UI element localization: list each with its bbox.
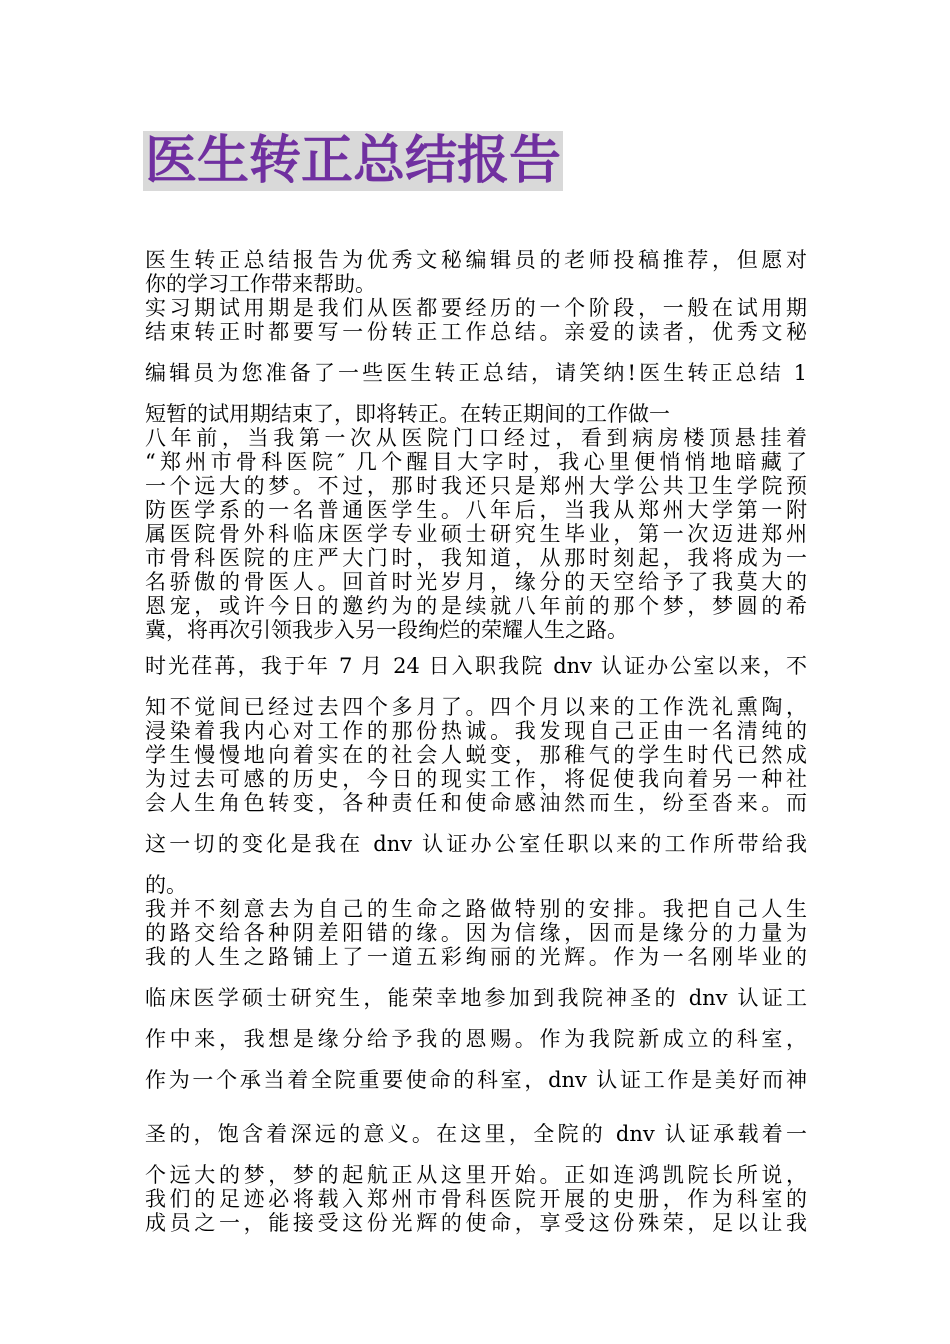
text-line: 时光荏苒，我于年 7 月 24 日入职我院 dnv 认证办公室以来，不 bbox=[145, 654, 807, 678]
text-line: 一个远大的梦。不过，那时我还只是郑州大学公共卫生学院预 bbox=[145, 474, 807, 498]
text-line: 我们的足迹必将载入郑州市骨科医院开展的史册，作为科室的 bbox=[145, 1187, 807, 1211]
text-line: 学生慢慢地向着实在的社会人蜕变，那稚气的学生时代已然成 bbox=[145, 743, 807, 767]
text-line: 临床医学硕士研究生，能荣幸地参加到我院神圣的 dnv 认证工 bbox=[145, 986, 807, 1010]
text-line: 我的人生之路铺上了一道五彩绚丽的光辉。作为一名刚毕业的 bbox=[145, 945, 807, 969]
text-line: 个远大的梦，梦的起航正从这里开始。正如连鸿凯院长所说， bbox=[145, 1163, 807, 1187]
text-line: 短暂的试用期结束了，即将转正。在转正期间的工作做一 bbox=[145, 402, 670, 426]
text-line: 防医学系的一名普通医学生。八年后，当我从郑州大学第一附 bbox=[145, 498, 807, 522]
text-line: 我并不刻意去为自己的生命之路做特别的安排。我把自己人生 bbox=[145, 897, 807, 921]
document-title: 医生转正总结报告 bbox=[145, 131, 562, 191]
text-line: 编辑员为您准备了一些医生转正总结，请笑纳!医生转正总结 1 bbox=[145, 361, 807, 385]
text-line: 八年前，当我第一次从医院门口经过，看到病房楼顶悬挂着 bbox=[145, 426, 807, 450]
text-line: 这一切的变化是我在 dnv 认证办公室任职以来的工作所带给我 bbox=[145, 832, 807, 856]
text-line: “郑州市骨科医院″ 几个醒目大字时，我心里便悄悄地暗藏了 bbox=[145, 450, 807, 474]
text-line: 成员之一，能接受这份光辉的使命，享受这份殊荣，足以让我 bbox=[145, 1211, 807, 1235]
text-line: 作为一个承当着全院重要使命的科室，dnv 认证工作是美好而神 bbox=[145, 1068, 807, 1092]
text-line: 的。 bbox=[145, 873, 187, 897]
text-line: 为过去可感的历史，今日的现实工作，将促使我向着另一种社 bbox=[145, 767, 807, 791]
text-line: 作中来，我想是缘分给予我的恩赐。作为我院新成立的科室， bbox=[145, 1027, 807, 1051]
title-highlight bbox=[143, 131, 563, 191]
text-line: 浸染着我内心对工作的那份热诚。我发现自己正由一名清纯的 bbox=[145, 719, 807, 743]
text-line: 名骄傲的骨医人。回首时光岁月，缘分的天空给予了我莫大的 bbox=[145, 570, 807, 594]
text-line: 市骨科医院的庄严大门时，我知道，从那时刻起，我将成为一 bbox=[145, 546, 807, 570]
text-line: 实习期试用期是我们从医都要经历的一个阶段，一般在试用期 bbox=[145, 296, 807, 320]
text-line: 知不觉间已经过去四个多月了。四个月以来的工作洗礼熏陶， bbox=[145, 695, 807, 719]
text-line: 会人生角色转变，各种责任和使命感油然而生，纷至沓来。而 bbox=[145, 791, 807, 815]
text-line: 属医院骨外科临床医学专业硕士研究生毕业，第一次迈进郑州 bbox=[145, 522, 807, 546]
text-line: 恩宠，或许今日的邀约为的是续就八年前的那个梦，梦圆的希 bbox=[145, 594, 807, 618]
text-line: 圣的，饱含着深远的意义。在这里，全院的 dnv 认证承载着一 bbox=[145, 1122, 807, 1146]
document-body bbox=[145, 248, 807, 1235]
text-line: 你的学习工作带来帮助。 bbox=[145, 272, 376, 296]
text-line: 结束转正时都要写一份转正工作总结。亲爱的读者，优秀文秘 bbox=[145, 320, 807, 344]
text-line: 的路交给各种阴差阳错的缘。因为信缘，因而是缘分的力量为 bbox=[145, 921, 807, 945]
text-line: 医生转正总结报告为优秀文秘编辑员的老师投稿推荐，但愿对 bbox=[145, 248, 807, 272]
text-line: 冀，将再次引领我步入另一段绚烂的荣耀人生之路。 bbox=[145, 618, 628, 642]
